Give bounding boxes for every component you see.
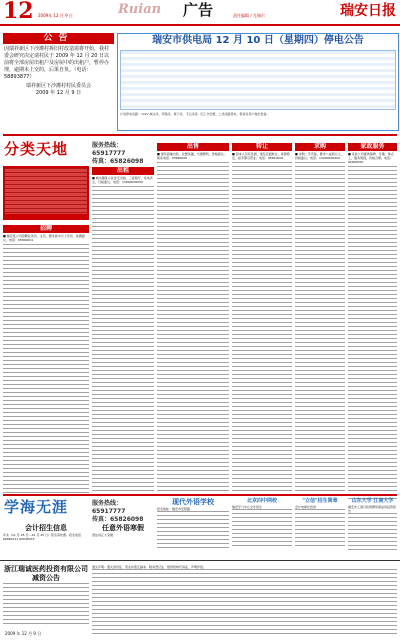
- featured-ad-text: [5, 168, 87, 214]
- paper-logo: 瑞安日报: [340, 3, 396, 19]
- page-number: 12: [3, 0, 34, 24]
- section-divider-2: [3, 494, 397, 496]
- classified-col-2: [92, 166, 154, 492]
- edu-ad-3: [157, 498, 229, 558]
- section-title: 广告: [183, 1, 214, 19]
- edu-ad-1: [3, 524, 89, 558]
- classified-col-3: [157, 142, 229, 492]
- edu-ad-1-text: 年末（11 月 25 日—12 月 25 日）报名享优惠。报名电话 66882211 65648333: [3, 533, 81, 541]
- notice-date: 2009 年 12 月 9 日: [35, 90, 82, 96]
- col-head-3: 出售: [157, 143, 229, 151]
- edu-ad-4-text: 瑞安学习中心全年招生: [232, 505, 263, 509]
- section-latin: Ruian: [118, 2, 162, 17]
- col-lines-4: [232, 162, 292, 496]
- education-title: 学海无涯: [4, 498, 69, 516]
- lost-notices-text: 遗失声明：遗失身份证、营业执照正副本、税务登记证、组织机构代码证，声明作废。: [92, 565, 207, 569]
- edu-ad-5: [295, 498, 345, 558]
- power-outage-notice: [117, 33, 399, 131]
- featured-ad-box: [3, 166, 89, 220]
- education-contact: [92, 500, 154, 523]
- col-head-2: 出租: [92, 167, 154, 175]
- col-text-1: ■ 瑞安某公司招聘业务员、文员，要求高中以上学历，待遇面议。电话：65800001: [3, 234, 85, 242]
- lost-notices-lines: [92, 569, 397, 635]
- edu-ad-4-lines: [232, 509, 292, 549]
- col-text-2: ■ 城关镇某小区住宅出租，三室两厅，家电齐全，月租面议。电话：13800000000: [92, 176, 153, 184]
- featured-ad: [3, 166, 89, 220]
- col-head-5: 求购: [295, 143, 345, 151]
- col-text-5: ■ 求购二手设备，要求八成新以上，价格面议。电话：13900000000: [295, 152, 344, 160]
- col-text-3: ■ 现有商铺出售，位置优越，交通便利，价格面议。联系电话：65860000: [157, 152, 227, 160]
- classified-col-5: [295, 142, 345, 492]
- classified-col-6: [348, 142, 397, 492]
- col-text-4: ■ 因本人另有发展，现有店面转让，客源稳定，接手即可营业。电话：65810000: [232, 152, 290, 160]
- col-lines-6: [348, 166, 397, 500]
- col-lines-1: [3, 244, 89, 494]
- classified-col-1: [3, 224, 89, 492]
- village-notice: [3, 33, 114, 129]
- capital-reduction-lines: [3, 583, 89, 627]
- editor-credit: 责任编辑 / 尤瑞尔: [233, 13, 265, 18]
- edu-ad-4-title: 北京四中网校: [246, 498, 277, 504]
- edu-ad-2: [92, 524, 154, 558]
- edu-ad-3-text: 报名地址：瑞安市安阳路: [157, 507, 191, 511]
- classified-title-box: [4, 140, 90, 164]
- masthead: [0, 0, 400, 26]
- edu-ad-6-title: 山东大学 江南大学: [351, 498, 394, 504]
- classified-title: 分类天地: [4, 140, 69, 158]
- col-text-6: ■ 家政公司提供保姆、月嫂、钟点工，服务周到，价格合理。电话：65890000: [348, 152, 394, 164]
- capital-reduction-title: 浙江瑞诚医药投资有限公司减资公告: [4, 565, 88, 582]
- edu-ad-4: [232, 498, 292, 558]
- edu-ad-5-title: "立信"招生简章: [302, 498, 338, 504]
- edu-ad-2-text: 语法词汇大突破: [92, 533, 114, 537]
- col-head-6: 家政服务: [348, 143, 397, 151]
- classified-fax: 传真：65826098: [92, 158, 144, 165]
- edu-ad-3-title: 现代外语学校: [172, 498, 214, 506]
- classified-col-4: [232, 142, 292, 492]
- capital-reduction-date: 2009 年 12 月 9 日: [5, 631, 42, 636]
- notice-body: 因瑞祥新区下沙灌村拆旧村改造需将开始，我村委会研究决定请村民于 2009 年 12 月 20 日以前将全部房屋出租户及房屋中的出租户，暂停办理，逾期未上交的，后果自负。（电话：58893877）: [4, 46, 110, 80]
- capital-reduction-notice: [3, 565, 89, 639]
- edu-ad-5-lines: [295, 509, 345, 549]
- col-head-1: 招聘: [3, 225, 89, 233]
- lost-notices: [92, 565, 397, 639]
- outage-table: [120, 50, 396, 110]
- col-lines-5: [295, 162, 345, 496]
- outage-footer: 计划停电线路：10kV 城关线、莘塍线、塘下线、飞云线等。因工作需要，上述线路停电，敬请各用户做好准备。: [120, 112, 270, 116]
- edu-ad-5-text: 会计电算化培训: [295, 505, 317, 509]
- edu-ad-6-text: 瑞安市工商行政管理局商品房投资报告: [348, 505, 397, 513]
- col-lines-2: [92, 186, 154, 496]
- col-lines-3: [157, 162, 229, 496]
- edu-ad-6-lines: [348, 513, 397, 553]
- edu-ad-3-lines: [157, 511, 229, 551]
- edu-ad-2-title: 任意外语寒假: [102, 524, 144, 532]
- edu-ad-1-title: 会计招生信息: [25, 524, 67, 532]
- bottom-notices: [0, 560, 400, 642]
- notice-signature: 瑞祥新区下沙灌村村民委员会: [25, 83, 91, 89]
- col-head-4: 转让: [232, 143, 292, 151]
- education-phone: 服务热线：65917777: [92, 500, 126, 515]
- classified-contact: [92, 142, 152, 165]
- notice-title: 公告: [3, 33, 114, 44]
- outage-title: 瑞安市供电局 12 月 10 日（星期四）停电公告: [152, 35, 364, 46]
- classified-phone: 服务热线：65917777: [92, 142, 126, 157]
- section-divider: [3, 134, 397, 136]
- edu-ad-6: [348, 498, 397, 558]
- education-title-box: [4, 498, 90, 522]
- education-fax: 传真：65826098: [92, 516, 144, 523]
- issue-date: 2009年 12 月 9 日: [38, 13, 73, 18]
